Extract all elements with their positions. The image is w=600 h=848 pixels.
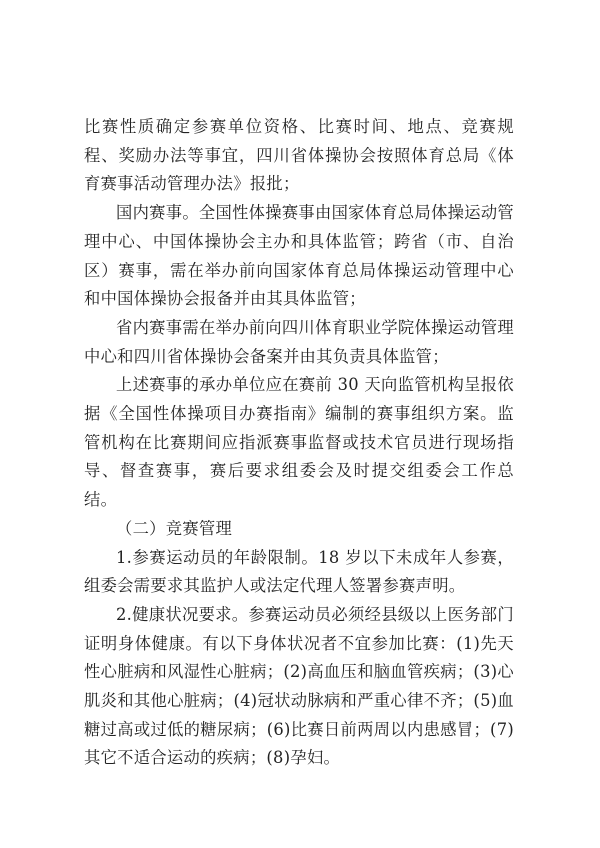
paragraph-provincial-events: 省内赛事需在举办前向四川体育职业学院体操运动管理中心和四川省体操协会备案并由其负责具体监管；: [84, 317, 514, 366]
paragraph-health-requirements: 2.健康状况要求。参赛运动员必须经县级以上医务部门证明身体健康。有以下身体状况者不宜参加比赛：(1)先天性心脏病和风湿性心脏病；(2)高血压和脑血管疾病；(3)心肌炎和其他心脏病；(4)冠状动脉病和严重心律不齐；(5)血糖过高或过低的糖尿病；(6)比赛日前两周以内患感冒；(7)其它不适合运动的疾病；(8)孕妇。: [84, 604, 514, 768]
document-body: [84, 113, 514, 773]
paragraph-national-events: 国内赛事。全国性体操赛事由国家体育总局体操运动管理中心、中国体操协会主办和具体监管；跨省（市、自治区）赛事，需在举办前向国家体育总局体操运动管理中心和中国体操协会报备并由其具体监管；: [84, 203, 514, 309]
paragraph-organizer-requirements: 上述赛事的承办单位应在赛前 30 天向监管机构呈报依据《全国性体操项目办赛指南》编制的赛事组织方案。监管机构在比赛期间应指派赛事监督或技术官员进行现场指导、督查赛事，赛后要求组委会及时提交组委会工作总结。: [84, 375, 514, 510]
paragraph-continuation: 比赛性质确定参赛单位资格、比赛时间、地点、竞赛规程、奖励办法等事宜，四川省体操协会按照体育总局《体育赛事活动管理办法》报批；: [84, 117, 514, 194]
section-heading-competition-management: （二）竞赛管理: [116, 518, 233, 538]
paragraph-age-limit: 1.参赛运动员的年龄限制。18 岁以下未成年人参赛，组委会需要求其监护人或法定代理人签署参赛声明。: [84, 547, 514, 596]
